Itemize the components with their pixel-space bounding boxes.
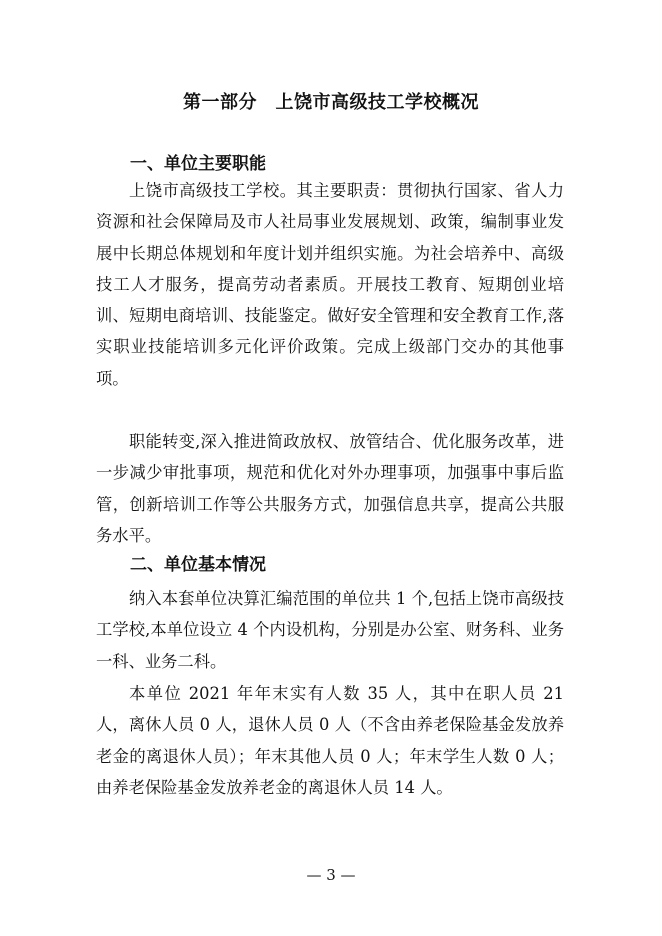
section-heading-basic-info: 二、单位基本情况	[130, 555, 266, 575]
paragraph-unit-scope: 纳入本套单位决算汇编范围的单位共 1 个,包括上饶市高级技工学校,本单位设立 4 个内设机构，分别是办公室、财务科、业务一科、业务二科。	[96, 589, 564, 671]
page-number: — 3 —	[306, 866, 356, 884]
section-heading-functions: 一、单位主要职能	[130, 154, 266, 174]
paragraph-function-transformation: 职能转变,深入推进简政放权、放管结合、优化服务改革，进一步减少审批事项，规范和优化对外办理事项，加强事中事后监管，创新培训工作等公共服务方式，加强信息共享，提高公共服务水平。	[96, 432, 564, 545]
page-title: 第一部分 上饶市高级技工学校概况	[183, 92, 479, 113]
paragraph-staff-count: 本单位 2021 年年末实有人数 35 人，其中在职人员 21 人，离休人员 0 人，退休人员 0 人（不含由养老保险基金发放养老金的离退休人员）；年末其他人员 0 人；年末学生人数 0 人；由养老保险基金发放养老金的离退休人员 14 人。	[96, 684, 564, 797]
paragraph-main-duties: 上饶市高级技工学校。其主要职责：贯彻执行国家、省人力资源和社会保障局及市人社局事业发展规划、政策，编制事业发展中长期总体规划和年度计划并组织实施。为社会培养中、高级技工人才服务，提高劳动者素质。开展技工教育、短期创业培训、短期电商培训、技能鉴定。做好安全管理和安全教育工作,落实职业技能培训多元化评价政策。完成上级部门交办的其他事项。	[96, 181, 564, 388]
